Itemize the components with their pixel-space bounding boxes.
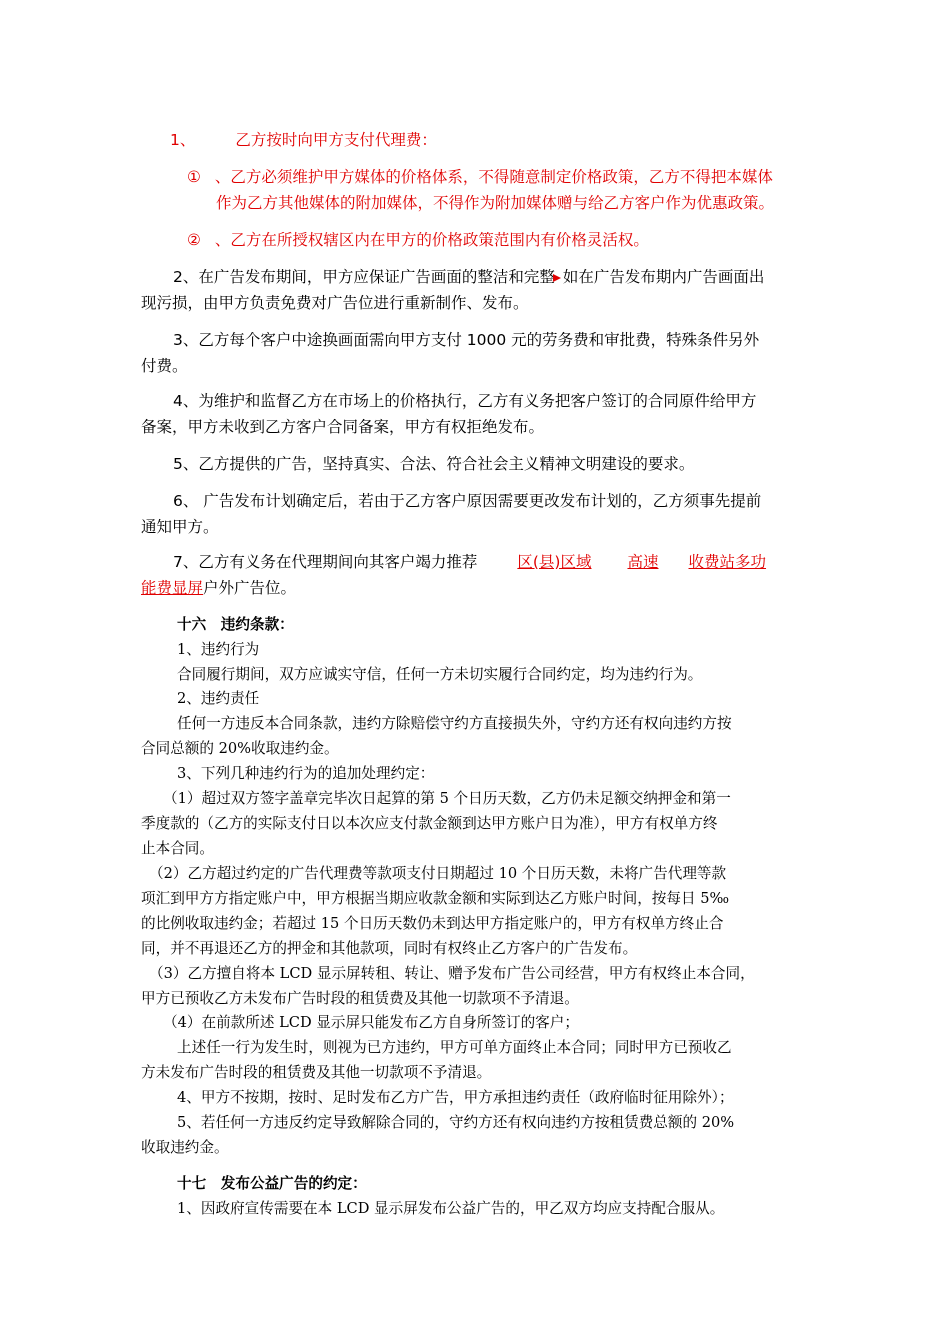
item-7-prefix: 7、乙方有义务在代理期间向其客户竭力推荐: [173, 553, 478, 571]
clause-c2-line2: 项汇到甲方方指定账户中，甲方根据当期应收款金额和实际到达乙方账户时间，按每日 5‰: [141, 890, 730, 907]
section-16-p3-title: 3、下列几种违约行为的追加处理约定：: [177, 765, 435, 782]
item-7-highway: 高速: [627, 553, 659, 571]
clause-1: [170, 128, 437, 150]
clause-c5-line2: 方未发布广告时段的租赁费及其他一切款项不予清退。: [141, 1064, 492, 1081]
circled-1-marker: ①: [187, 168, 201, 186]
item-3-line2: 付费。: [141, 357, 188, 375]
section-16-title: 十六 违约条款：: [177, 616, 294, 633]
section-16-p5-line1: 5、若任何一方违反约定导致解除合同的，守约方还有权向违约方按租赁费总额的 20%: [177, 1114, 735, 1131]
section-16-p2-line2: 合同总额的 20%收取违约金。: [141, 740, 339, 757]
arrow-marker-icon: [553, 274, 561, 282]
item-2-text-b: 如在广告发布期内广告画面出: [562, 268, 765, 286]
item-7-line1: [173, 550, 766, 572]
clause-c1-line3: 止本合同。: [141, 840, 214, 857]
section-16-p1-text: 合同履行期间，双方应诚实守信，任何一方未切实履行合同约定，均为违约行为。: [177, 666, 703, 683]
item-4-line1: 4、为维护和监督乙方在市场上的价格执行，乙方有义务把客户签订的合同原件给甲方: [173, 392, 757, 410]
item-2-line1: [173, 265, 764, 287]
clause-c2-line4: 同，并不再退还乙方的押金和其他款项，同时有权终止乙方客户的广告发布。: [141, 940, 638, 957]
clause-c1-line1: （1）超过双方签字盖章完毕次日起算的第 5 个日历天数，乙方仍未足额交纳押金和第一: [163, 790, 731, 807]
section-16-p5-line2: 收取违约金。: [141, 1139, 229, 1156]
item-6-line2: 通知甲方。: [141, 518, 219, 536]
sub-clause-1-line1: 、乙方必须维护甲方媒体的价格体系，不得随意制定价格政策，乙方不得把本媒体: [214, 168, 773, 186]
item-7-station-cont: 能费显屏: [141, 579, 204, 597]
section-17-title: 十七 发布公益广告的约定：: [177, 1175, 367, 1192]
section-16-p2-title: 2、违约责任: [177, 690, 260, 707]
item-6-line1: 6、 广告发布计划确定后，若由于乙方客户原因需要更改发布计划的，乙方须事先提前: [173, 492, 762, 510]
item-7-station: 收费站多功: [688, 553, 767, 571]
item-7-suffix: 户外广告位。: [203, 579, 297, 597]
clause-c3-line2: 甲方已预收乙方未发布广告时段的租赁费及其他一切款项不予清退。: [141, 990, 579, 1007]
item-3-line1: 3、乙方每个客户中途换画面需向甲方支付 1000 元的劳务费和审批费，特殊条件另外: [173, 331, 760, 349]
item-5: 5、乙方提供的广告，坚持真实、合法、符合社会主义精神文明建设的要求。: [173, 455, 695, 473]
sub-clause-1-line2: 作为乙方其他媒体的附加媒体，不得作为附加媒体赠与给乙方客户作为优惠政策。: [216, 194, 775, 212]
item-2-text-a: 2、在广告发布期间，甲方应保证广告画面的整洁和完整: [173, 268, 555, 286]
clause-1-number: 1、: [170, 131, 196, 149]
item-4-line2: 备案，甲方未收到乙方客户合同备案，甲方有权拒绝发布。: [141, 418, 545, 436]
section-16-p2-line1: 任何一方违反本合同条款，违约方除赔偿守约方直接损失外，守约方还有权向违约方按: [177, 715, 732, 732]
clause-c4-line1: （4）在前款所述 LCD 显示屏只能发布乙方自身所签订的客户；: [163, 1014, 579, 1031]
item-7-region: 区(县)区域: [517, 553, 592, 571]
clause-1-text: 乙方按时向甲方支付代理费：: [235, 131, 437, 149]
item-7-region-blank: [477, 553, 766, 571]
section-16-p4: 4、甲方不按期，按时、足时发布乙方广告，甲方承担违约责任（政府临时征用除外）；: [177, 1089, 734, 1106]
circled-2-marker: ②: [187, 231, 201, 249]
clause-c2-line3: 的比例收取违约金；若超过 15 个日历天数仍未到达甲方指定账户的，甲方有权单方终止合: [141, 915, 724, 932]
section-17-p1: 1、因政府宣传需要在本 LCD 显示屏发布公益广告的，甲乙双方均应支持配合服从。: [177, 1200, 725, 1217]
sub-clause-2-text: 、乙方在所授权辖区内在甲方的价格政策范围内有价格灵活权。: [214, 231, 649, 249]
item-2-line2: 现污损，由甲方负责免费对广告位进行重新制作、发布。: [141, 294, 529, 312]
clause-c2-line1: （2）乙方超过约定的广告代理费等款项支付日期超过 10 个日历天数，未将广告代理等款: [149, 865, 727, 882]
clause-c5-line1: 上述任一行为发生时，则视为已方违约，甲方可单方面终止本合同；同时甲方已预收乙: [177, 1039, 732, 1056]
section-16-p1-title: 1、违约行为: [177, 641, 260, 658]
clause-c1-line2: 季度款的（乙方的实际支付日以本次应支付款金额到达甲方账户日为准），甲方有权单方终: [141, 815, 718, 832]
sub-clause-1: [187, 165, 773, 187]
sub-clause-2: [187, 228, 649, 250]
item-7-line2: [141, 576, 296, 598]
clause-c3-line1: （3）乙方擅自将本 LCD 显示屏转租、转让、赠予发布广告公司经营，甲方有权终止本合同，: [149, 965, 755, 982]
